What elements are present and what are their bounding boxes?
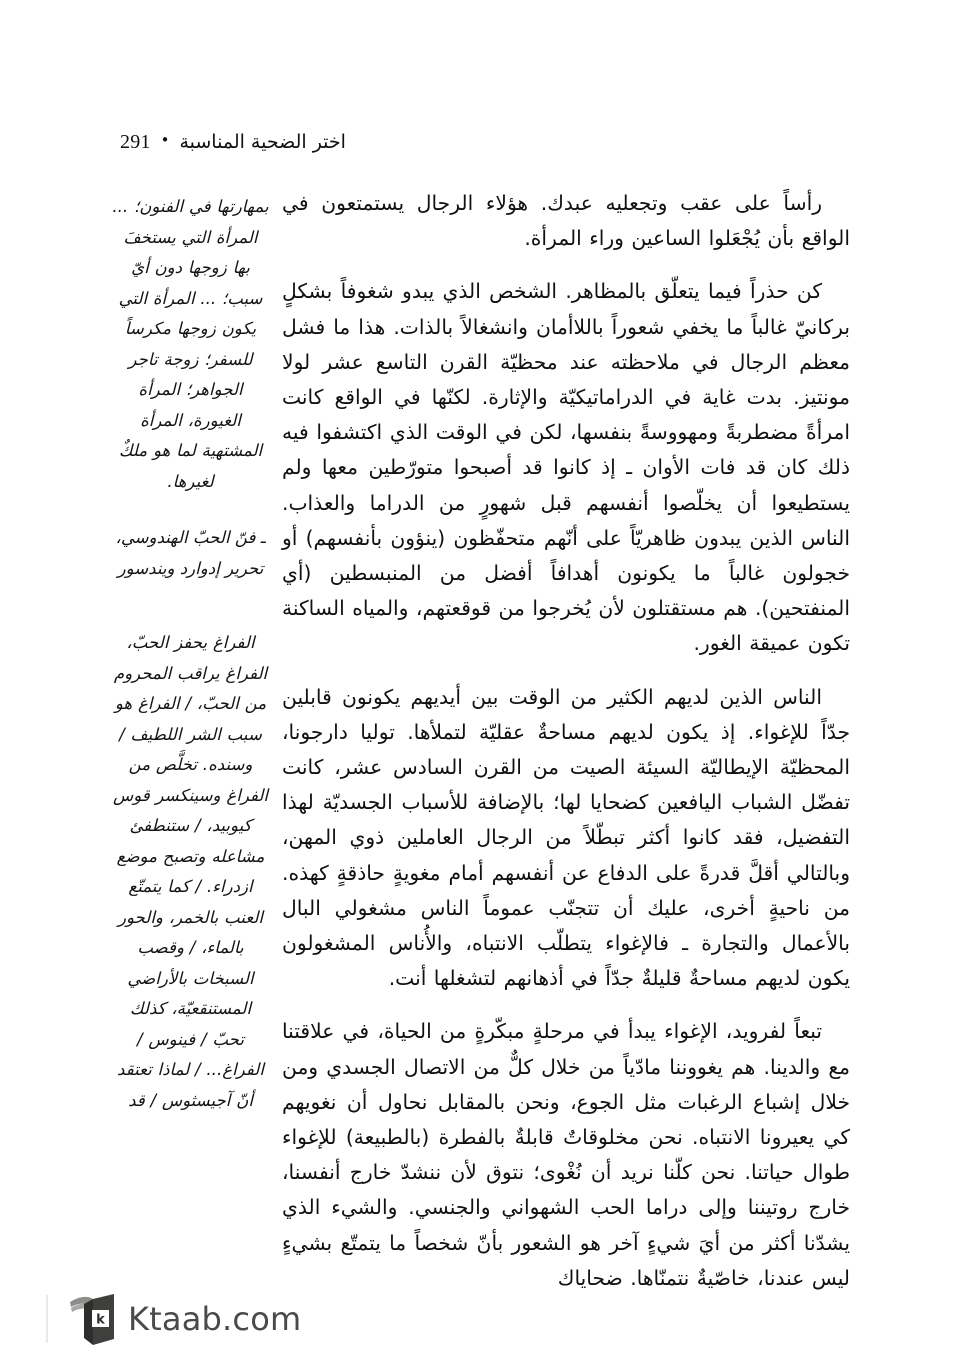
main-text-column — [282, 186, 850, 1296]
body-paragraph: تبعاً لفرويد، الإغواء يبدأ في مرحلةٍ مبكّرةٍ من الحياة، في علاقتنا مع والدينا. هم يغووننا مادّياً من خلال كلٌّ من الاتصال الجسدي ومن خلال إشباع الرغبات مثل الجوع، ونحن بالمقابل نحاول أن نغويهم كي يعيرونا الانتباه. نحن مخلوقاتٌ قابلةٌ بالفطرة (بالطبيعة) للإغواء طوال حياتنا. نحن كلّنا نريد أن نُغْوى؛ نتوق لأن ننشدّ خارج أنفسنا، خارج روتيننا وإلى دراما الحب الشهواني والجنسي. والشيء الذي يشدّنا أكثر من أيَ شيءٍ آخر هو الشعور بأنّ شخصاً ما يتمتّع بشيءٍ ليس عندنا، خاصّيةٌ نتمنّاها. ضحاياك — [282, 1019, 850, 1290]
chapter-title: اختر الضحية المناسبة — [179, 131, 346, 153]
margin-notes-column — [112, 192, 269, 1116]
watermark-label: Ktaab.com — [128, 1300, 302, 1338]
running-head-bullet: • — [160, 131, 170, 149]
margin-note-quote: الفراغ يحفز الحبّ، الفراغ يراقب المحروم من الحبّ، / الفراغ هو سبب الشر اللطيف / وسنده. تخلَّص من الفراغ وسينكسر قوس كيوبيد، / ستنطفئ مشاعله وتصبح موضع ازدراء. / كما يتمتّع العنب بالخمر، والحور بالماء، / وقصب السبخات بالأراضي المستنقعيّة، كذلك تحبّ / فينوس / الفراغ... / لماذا تعتقد أنّ آجيسثوس / قد — [112, 633, 269, 1110]
margin-note-quote: بمهارتها في الفنون؛ ... المرأة التي يستخفَ بها زوجها دون أيّ سبب؛ ... المرأة التي يكون زوجها مكرساً للسفر؛ زوجة تاجر الجواهر؛ المرأة الغيورة، المرأة المشتهية لما هو ملكٌ لغيرها. — [112, 197, 269, 491]
body-paragraph: الناس الذين لديهم الكثير من الوقت بين أيديهم يكونون قابلين جدّاً للإغواء. إذ يكون لديهم مساحةٌ عقليّة لتملأها. توليا دارجونا، المحظيّة الإيطاليّة السيئة الصيت من القرن السادس عشر، كانت تفضّل الشباب اليافعين كضحايا لها؛ بالإضافة للأسباب الجسديّة لهذا التفضيل، فقد كانوا أكثر تبطّلاً من الرجال العاملين ذوي المهن، وبالتالي أقلَّ قدرةً على الدفاع عن أنفسهم أمام مغويةٍ حاذقةٍ كهذه. من ناحيةٍ أخرى، عليك أن تتجنّب عموماً الناس مشغولي البال بالأعمال والتجارة ـ فالإغواء يتطلّب الانتباه، والأُناس المشغولون يكون لديهم مساحةٌ قليلةٌ جدّاً في أذهانهم لتشغلها أنت. — [282, 684, 850, 991]
open-book-icon — [68, 1290, 118, 1348]
body-paragraph: كن حذراً فيما يتعلّق بالمظاهر. الشخص الذي يبدو شغوفاً بشكلٍ بركانيّ غالباً ما يخفي شعوراً باللاأمان وانشغالاً بالذات. هذا ما فشل معظم الرجال في ملاحظته عند محظيّة القرن التاسع عشر لولا مونتيز. بدت غاية في الدراماتيكيّة والإثارة. لكنّها في الواقع كانت امرأةً مضطربةً ومهووسةً بنفسها، لكن في الوقت الذي اكتشفوا فيه ذلك كان قد فات الأوان ـ إذ كانوا قد أصبحوا متورّطين معها ولم يستطيعوا أن يخلّصوا أنفسهم قبل شهورٍ من الدراما والعذاب. الناس الذين يبدون ظاهريّاً على أنّهم متحفّظون (ينؤون بأنفسهم) أو خجولون غالباً ما يكونون أهدافاً أفضل من المنبسطين (أي المنفتحين). هم مستقتلون لأن يُخرجوا من قوقعتهم، والمياه الساكنة تكون عميقة الغور. — [282, 279, 850, 656]
page-number: 291 — [120, 131, 151, 153]
margin-note-attribution: ـ فنّ الحبّ الهندوسي، تحرير إدوارد ويندسور — [115, 528, 266, 578]
svg-text:k: k — [96, 1312, 105, 1328]
scan-edge-artifact — [46, 1295, 48, 1343]
running-head — [120, 131, 620, 161]
body-paragraph: رأساً على عقب وتجعليه عبدك. هؤلاء الرجال يستمتعون في الواقع بأن يُجْعَلوا الساعين وراء المرأة. — [282, 191, 850, 251]
site-watermark — [68, 1288, 301, 1350]
